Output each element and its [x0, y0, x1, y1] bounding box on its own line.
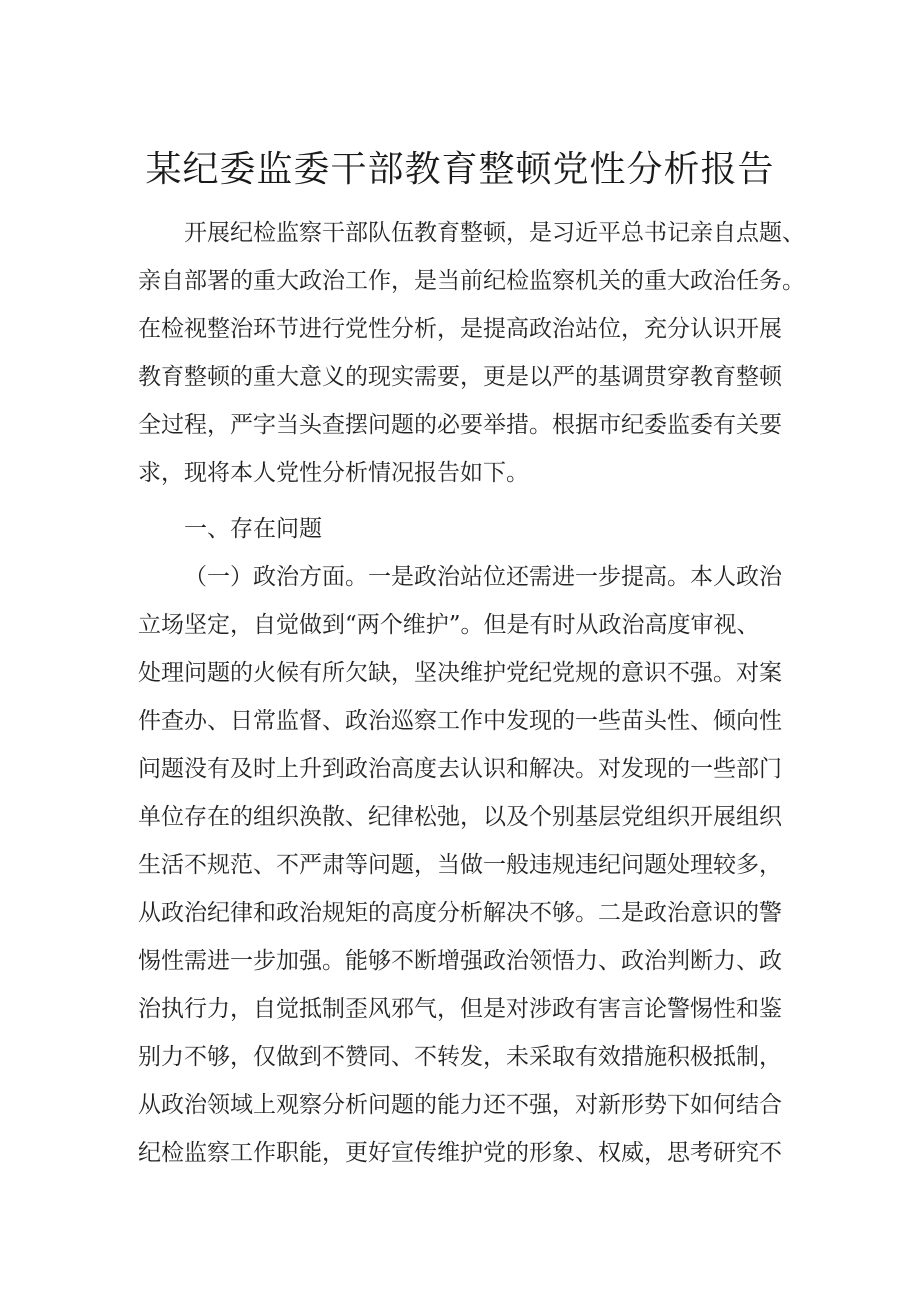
paragraph-line: 惕性需进一步加强。能够不断增强政治领悟力、政治判断力、政	[138, 948, 782, 974]
paragraph-line: 单位存在的组织涣散、纪律松弛，以及个别基层党组织开展组织	[138, 804, 782, 830]
paragraph-line: 亲自部署的重大政治工作，是当前纪检监察机关的重大政治任务。	[138, 268, 805, 294]
paragraph-line: 求，现将本人党性分析情况报告如下。	[138, 460, 529, 486]
paragraph-line: 立场坚定，自觉做到“两个维护”。但是有时从政治高度审视、	[138, 612, 760, 638]
paragraph-line: 教育整顿的重大意义的现实需要，更是以严的基调贯穿教育整顿	[138, 364, 782, 390]
paragraph-line: 别力不够，仅做到不赞同、不转发，未采取有效措施积极抵制，	[138, 1044, 782, 1070]
paragraph-line: 件查办、日常监督、政治巡察工作中发现的一些苗头性、倾向性	[138, 708, 782, 734]
paragraph-line: （一）政治方面。一是政治站位还需进一步提高。本人政治	[184, 564, 782, 590]
paragraph-line: 问题没有及时上升到政治高度去认识和解决。对发现的一些部门	[138, 756, 782, 782]
paragraph-line: 从政治纪律和政治规矩的高度分析解决不够。二是政治意识的警	[138, 900, 782, 926]
paragraph-line: 在检视整治环节进行党性分析，是提高政治站位，充分认识开展	[138, 316, 782, 342]
document-title: 某纪委监委干部教育整顿党性分析报告	[145, 149, 775, 190]
paragraph-line: 治执行力，自觉抵制歪风邪气，但是对涉政有害言论警惕性和鉴	[138, 996, 782, 1022]
paragraph-line: 生活不规范、不严肃等问题，当做一般违规违纪问题处理较多，	[138, 852, 782, 878]
paragraph-line: 纪检监察工作职能，更好宣传维护党的形象、权威，思考研究不	[138, 1140, 782, 1166]
paragraph-line: 开展纪检监察干部队伍教育整顿，是习近平总书记亲自点题、	[184, 220, 805, 246]
section-heading: 一、存在问题	[184, 516, 322, 542]
paragraph-line: 处理问题的火候有所欠缺，坚决维护党纪党规的意识不强。对案	[138, 660, 782, 686]
paragraph-line: 全过程，严字当头查摆问题的必要举措。根据市纪委监委有关要	[138, 412, 782, 438]
paragraph-line: 从政治领域上观察分析问题的能力还不强，对新形势下如何结合	[138, 1092, 782, 1118]
